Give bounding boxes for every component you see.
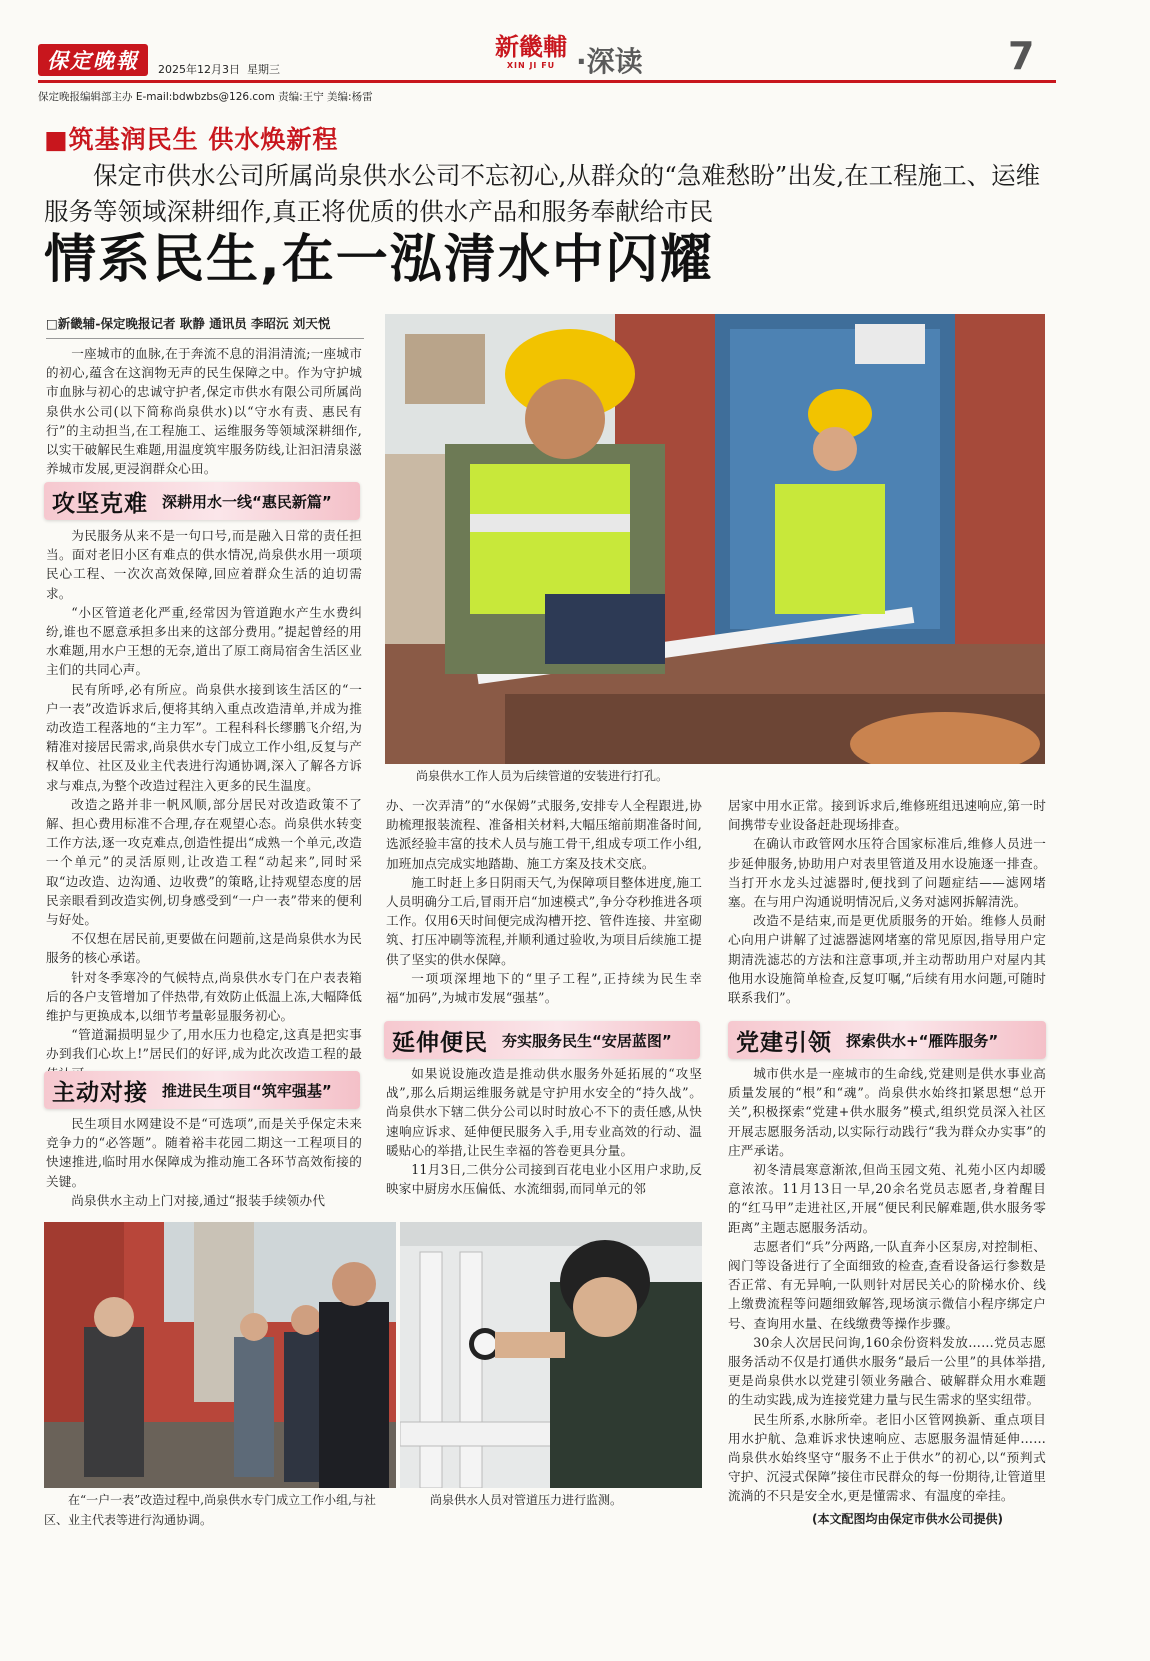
brand-pinyin: XIN JI FU bbox=[506, 61, 556, 70]
caption-photo-2: 在“一户一表”改造过程中,尚泉供水专门成立工作小组,与社区、业主代表等进行沟通协调。 bbox=[44, 1493, 376, 1527]
paragraph: 30余人次居民问询,160余份资料发放……党员志愿服务活动不仅是打通供水服务“最后一公里”的具体举措,更是尚泉供水以党建引领业务融合、破解群众用水难题的生动实践,成为连接党建力量与民生需求的坚实纽带。 bbox=[728, 1334, 1046, 1408]
paragraph: 施工时赶上多日阴雨天气,为保障项目整体进度,施工人员明确分工后,冒雨开启“加速模式”,争分夺秒推进各项工作。仅用6天时间便完成沟槽开挖、管件连接、井室砌筑、打压冲刷等流程,并顺利通过验收,为项目后续施工提供了坚实的供水保障。 bbox=[386, 874, 702, 967]
column-3-bottom bbox=[728, 1064, 1046, 1506]
paragraph: 民生所系,水脉所牵。老旧小区管网换新、重点项目用水护航、急难诉求快速响应、志愿服务温情延伸……尚泉供水始终坚守“服务不止于供水”的初心,以“预判式守护、沉浸式保障”接住市民群众的每一份期待,让管道里流淌的不只是安全水,更是懂需求、有温度的牵挂。 bbox=[728, 1411, 1046, 1504]
paragraph: 为民服务从来不是一句口号,而是融入日常的责任担当。面对老旧小区有难点的供水情况,尚泉供水用一项项民心工程、一次次高效保障,回应着群众生活的迫切需求。 bbox=[46, 528, 362, 601]
section-name: ·深读 bbox=[576, 45, 643, 78]
main-title: 情系民生,在一泓清水中闪耀 bbox=[44, 230, 714, 290]
paragraph: 初冬清晨寒意渐浓,但尚玉园文苑、礼苑小区内却暖意浓浓。11月13日一早,20余名党员志愿者,身着醒目的“红马甲”走进社区,开展“便民利民解难题,供水服务零距离”主题志愿服务活动。 bbox=[728, 1162, 1046, 1235]
photo-community-meeting bbox=[44, 1222, 396, 1488]
paragraph: 民生项目水网建设不是“可选项”,而是关乎保定未来竞争力的“必答题”。随着裕丰花园二期这一工程项目的快速推进,临时用水保障成为推动施工各环节高效衔接的关键。 bbox=[46, 1116, 362, 1189]
paragraph: 在确认市政管网水压符合国家标准后,维修人员进一步延伸服务,协助用户对表里管道及用水设施逐一排查。当打开水龙头过滤器时,便找到了问题症结——滤网堵塞。在与用户沟通说明情况后,义务对滤网拆解清洗。 bbox=[728, 836, 1046, 910]
paragraph: 尚泉供水主动上门对接,通过“报装手续领办代 bbox=[71, 1192, 326, 1208]
column-1-bottom bbox=[46, 1114, 362, 1210]
caption-photo-1: 尚泉供水工作人员为后续管道的安装进行打孔。 bbox=[416, 769, 669, 783]
intro-paragraph: 一座城市的血脉,在于奔流不息的涓涓清流;一座城市的初心,蕴含在这润物无声的民生保障之中。作为守护城市血脉与初心的忠诚守护者,保定市供水有限公司所属尚泉供水公司(以下简称尚泉供水)以“守水有责、惠民有行”的主动担当,在工程施工、运维服务等领域深耕细作,以实干破解民生难题,用温度筑牢服务防线,让汩汩清泉滋养城市发展,更浸润群众心田。 bbox=[46, 346, 362, 477]
section-header-2: 主动对接 推进民生项目“筑牢强基” bbox=[44, 1071, 360, 1109]
paragraph: 如果说设施改造是推动供水服务外延拓展的“攻坚战”,那么后期运维服务就是守护用水安全的“持久战”。尚泉供水下辖二供分公司以时时放心不下的责任感,从快速响应诉求、延伸便民服务入手,用专业高效的行动、温暖贴心的举措,让民生幸福的答卷更具分量。 bbox=[386, 1066, 702, 1158]
deck: 保定市供水公司所属尚泉供水公司不忘初心,从群众的“急难愁盼”出发,在工程施工、运维服务等领域深耕细作,真正将优质的供水产品和服务奉献给市民 bbox=[44, 161, 1041, 226]
paragraph: “管道漏损明显少了,用水压力也稳定,这真是把实事办到我们心坎上!”居民们的好评,成为此次改造工程的最 bbox=[46, 1027, 362, 1062]
masthead-text: 保定晚報 bbox=[47, 48, 139, 73]
intro bbox=[46, 344, 362, 478]
paragraph: 城市供水是一座城市的生命线,党建则是供水事业高质量发展的“根”和“魂”。尚泉供水始终扣紧思想“总开关”,积极探索“党建+供水服务”模式,组织党员深入社区开展志愿服务活动,以实际行动践行“我为群众办实事”的庄严承诺。 bbox=[728, 1066, 1046, 1158]
column-2-bottom bbox=[386, 1064, 702, 1198]
photo-pressure-monitoring bbox=[400, 1222, 702, 1488]
paragraph: 一项项深埋地下的“里子工程”,正持续为民生幸福“加码”,为城市发展“强基”。 bbox=[386, 970, 702, 1006]
paragraph: 改造不是结束,而是更优质服务的开始。维修人员耐心向用户讲解了过滤器滤网堵塞的常见原因,指导用户定期清洗滤芯的方法和注意事项,并主动帮助用户对屋内其他用水设施简单检查,反复叮嘱,“后续有用水问题,可随时联系我们”。 bbox=[728, 913, 1046, 1006]
byline: □新畿辅-保定晚报记者 耿静 通讯员 李昭沅 刘天悦 bbox=[46, 314, 364, 339]
paragraph: 不仅想在居民前,更要做在问题前,这是尚泉供水为民服务的核心承诺。 bbox=[46, 931, 362, 966]
photo-workers-drilling bbox=[385, 314, 1045, 764]
masthead-logo bbox=[38, 44, 148, 76]
brand-name: 新畿輔 bbox=[495, 32, 567, 61]
photo-credit: (本文配图均由保定市供水公司提供) bbox=[812, 1512, 1003, 1526]
column-3 bbox=[728, 796, 1046, 1007]
photo-workers-drilling-image bbox=[385, 314, 1045, 764]
brand-logo bbox=[488, 33, 574, 70]
column-1 bbox=[46, 526, 362, 1083]
paragraph: 志愿者们“兵”分两路,一队直奔小区泵房,对控制柜、阀门等设备进行了全面细致的检查,查看设备运行参数是否正常、有无异响,一队则针对居民关心的阶梯水价、线上缴费流程等问题细致解答,现场演示微信小程序绑定户号、查询用水量、在线缴费等操作步骤。 bbox=[728, 1238, 1046, 1331]
kicker: ■筑基润民生 供水焕新程 bbox=[44, 125, 339, 154]
paragraph: “小区管道老化严重,经常因为管道跑水产生水费纠纷,谁也不愿意承担多出来的这部分费用。”提起曾经的用水难题,用水户王想的无奈,道出了原工商局宿舍生活区业主们的共同心声。 bbox=[46, 604, 362, 678]
section-header-3: 延伸便民 夯实服务民生“安居蓝图” bbox=[384, 1021, 700, 1059]
caption-photo-3: 尚泉供水人员对管道压力进行监测。 bbox=[430, 1493, 623, 1507]
editor-line: 保定晚报编辑部主办 E-mail:bdwbzbs@126.com 责编:王宁 美编:杨雷 bbox=[38, 91, 373, 103]
paragraph: 针对冬季寒冷的气候特点,尚泉供水专门在户表表箱后的各户支管增加了伴热带,有效防止低温上冻,大幅降低维护与更换成本,以细节考量彰显服务初心。 bbox=[46, 969, 362, 1024]
section-header-1: 攻坚克难 深耕用水一线“惠民新篇” bbox=[44, 482, 360, 520]
page-number: 7 bbox=[1008, 34, 1035, 78]
header-rule bbox=[38, 80, 1056, 83]
paragraph: 办、一次弄清”的“水保姆”式服务,安排专人全程跟进,协助梳理报装流程、准备相关材料,大幅压缩前期准备时间,选派经验丰富的技术人员与施工骨干,组成专项工作小组,加班加点完成实地踏勘、施工方案及技术交底。 bbox=[386, 798, 702, 871]
paragraph: 民有所呼,必有所应。尚泉供水接到该生活区的“一户一表”改造诉求后,便将其纳入重点改造清单,并成为推动改造工程落地的“主力军”。工程科科长缪鹏飞介绍,为精准对接居民需求,尚泉供水专门成立工作小组,反复与产权单位、社区及业主代表进行沟通协调,深入了解各方诉求与难点,为整个改造过程注入更多的民生温度。 bbox=[46, 681, 362, 793]
photo-community-meeting-image bbox=[44, 1222, 396, 1488]
photo-pressure-monitoring-image bbox=[400, 1222, 702, 1488]
issue-date: 2025年12月3日 星期三 bbox=[158, 63, 280, 76]
paragraph: 11月3日,二供分公司接到百花电业小区用户求助,反映家中厨房水压偏低、水流细弱,而同单元的邻 bbox=[386, 1162, 702, 1197]
paragraph: 改造之路并非一帆风顺,部分居民对改造政策不了解、担心费用标准不合理,存在观望心态。尚泉供水转变工作方法,逐一攻克难点,创造性提出“成熟一个单元,改造一个单元”的灵活原则,让改造工程“动起来”,同时采取“边改造、边沟通、边收费”的策略,让持观望态度的居民亲眼看到改造实例,切身感受到“一户一表”带来的便利与好处。 bbox=[46, 796, 362, 928]
paragraph: 居家中用水正常。接到诉求后,维修班组迅速响应,第一时间携带专业设备赶赴现场排查。 bbox=[728, 798, 1046, 833]
section-header-4: 党建引领 探索供水+“雁阵服务” bbox=[728, 1021, 1046, 1059]
column-2 bbox=[386, 796, 702, 1007]
